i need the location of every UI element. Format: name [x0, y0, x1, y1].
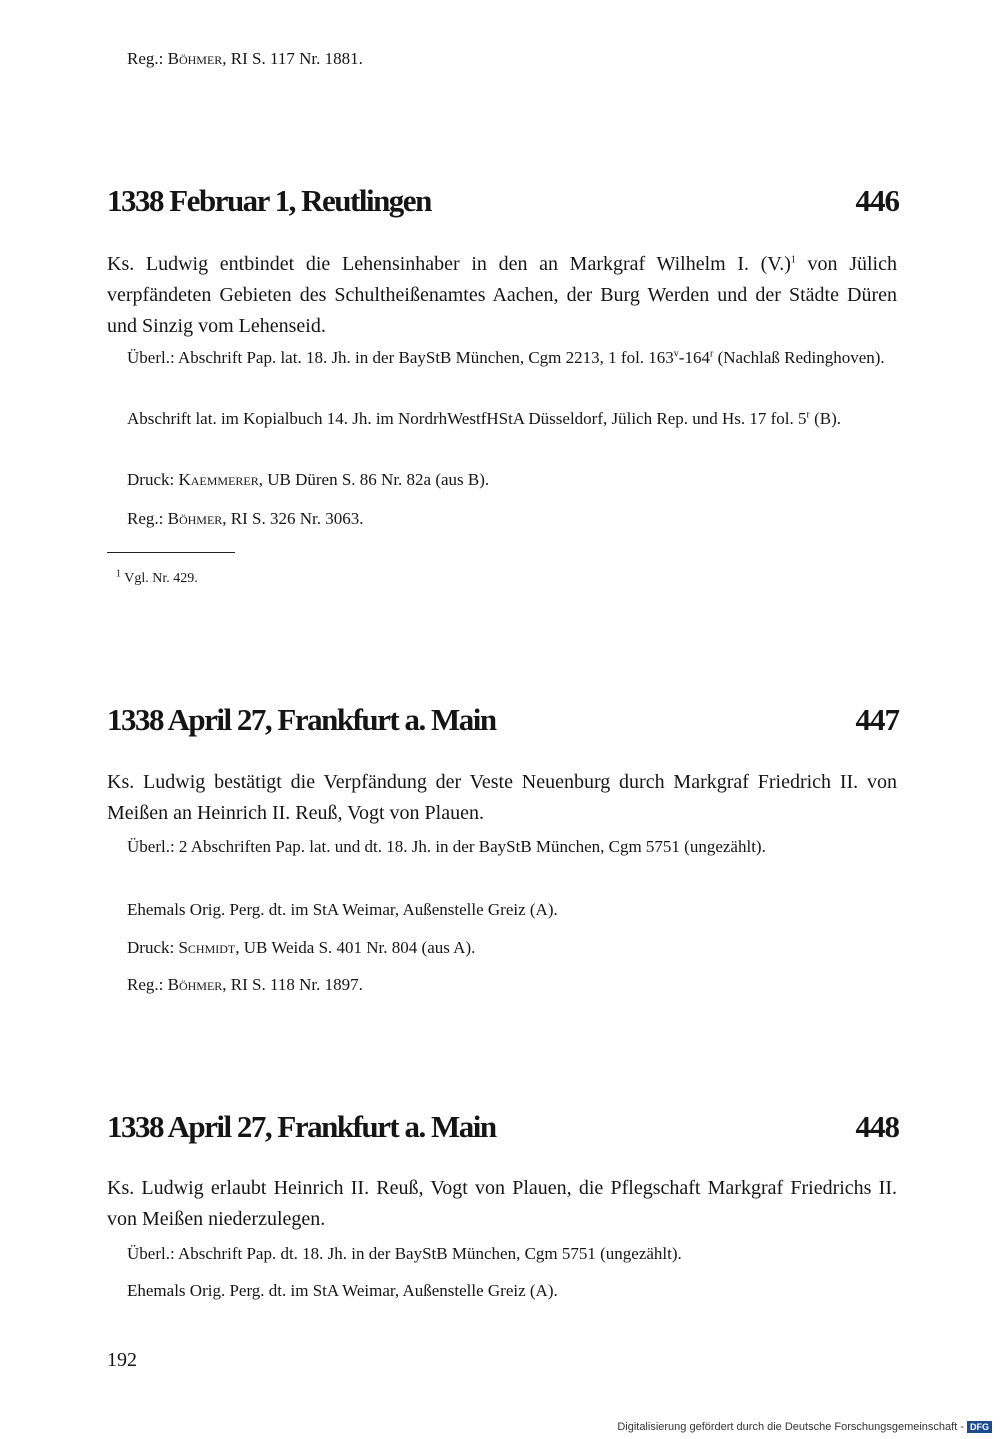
author-name: Kaemmerer: [178, 470, 259, 489]
entry-447-summary: Ks. Ludwig bestätigt die Verpfändung der Veste Neuenburg durch Markgraf Friedrich II. von Meißen an Heinrich II. Reuß, Vogt von Plauen.: [107, 771, 897, 824]
entry-446-heading: [107, 183, 899, 219]
author-name: Böhmer: [167, 509, 223, 528]
entry-number: 446: [855, 183, 899, 218]
entry-title: 1338 April 27, Frankfurt a. Main: [107, 702, 496, 737]
entry-447-uberlieferung: Überl.: 2 Abschriften Pap. lat. und dt. 18. Jh. in der BayStB München, Cgm 5751 (ungezählt).: [127, 837, 766, 856]
entry-title: 1338 April 27, Frankfurt a. Main: [107, 1109, 496, 1144]
entry-number: 447: [855, 702, 899, 737]
author-name: Schmidt: [178, 938, 236, 957]
entry-title: 1338 Februar 1, Reutlingen: [107, 183, 431, 218]
top-regest-line: Reg.: Böhmer, RI S. 117 Nr. 1881.: [127, 49, 363, 68]
entry-number: 448: [855, 1109, 899, 1144]
entry-447-regest: Reg.: Böhmer, RI S. 118 Nr. 1897.: [127, 975, 363, 994]
entry-447-druck: Druck: Schmidt, UB Weida S. 401 Nr. 804 (aus A).: [127, 938, 476, 957]
footnote-divider: [107, 552, 235, 553]
author-name: Böhmer: [167, 975, 223, 994]
page-number: 192: [107, 1349, 137, 1371]
digitization-notice: Digitalisierung gefördert durch die Deutsche Forschungsgemeinschaft - DFG: [617, 1421, 992, 1433]
entry-448-ehemals: Ehemals Orig. Perg. dt. im StA Weimar, Außenstelle Greiz (A).: [127, 1281, 558, 1300]
author-name: Böhmer: [167, 49, 223, 68]
entry-446-summary: Ks. Ludwig entbindet die Lehensinhaber in den an Markgraf Wilhelm I. $(V.)^1$ von Jülich verpfändeten Gebieten des Schultheißenamtes Aachen, der Burg Werden und der Städte Düren und Sinzig vom Lehenseid.: [107, 253, 897, 337]
entry-447-ehemals: Ehemals Orig. Perg. dt. im StA Weimar, Außenstelle Greiz (A).: [127, 900, 558, 919]
entry-448-summary: Ks. Ludwig erlaubt Heinrich II. Reuß, Vogt von Plauen, die Pflegschaft Markgraf Friedrichs II. von Meißen niederzulegen.: [107, 1177, 897, 1230]
dfg-logo-icon: DFG: [967, 1421, 992, 1433]
entry-446-druck: Druck: Kaemmerer, UB Düren S. 86 Nr. 82a (aus B).: [127, 470, 490, 489]
entry-448-uberlieferung: Überl.: Abschrift Pap. dt. 18. Jh. in der BayStB München, Cgm 5751 (ungezählt).: [127, 1244, 682, 1263]
entry-446-uberlieferung: Überl.: Abschrift Pap. lat. 18. Jh. in der BayStB München, Cgm 2213, 1 fol. 163$^v$-164$^r$ (Nachlaß Redinghoven).: [127, 348, 885, 367]
footnote-1: $^1$ Vgl. Nr. 429.: [116, 568, 198, 586]
entry-446-abschrift: Abschrift lat. im Kopialbuch 14. Jh. im NordrhWestfHStA Düsseldorf, Jülich Rep. und Hs. 17 fol. 5$^r$ (B).: [127, 409, 842, 428]
entry-446-regest: Reg.: Böhmer, RI S. 326 Nr. 3063.: [127, 509, 364, 528]
entry-447-heading: [107, 702, 899, 738]
entry-448-heading: [107, 1109, 899, 1145]
footnote-ref: 1: [790, 254, 796, 266]
